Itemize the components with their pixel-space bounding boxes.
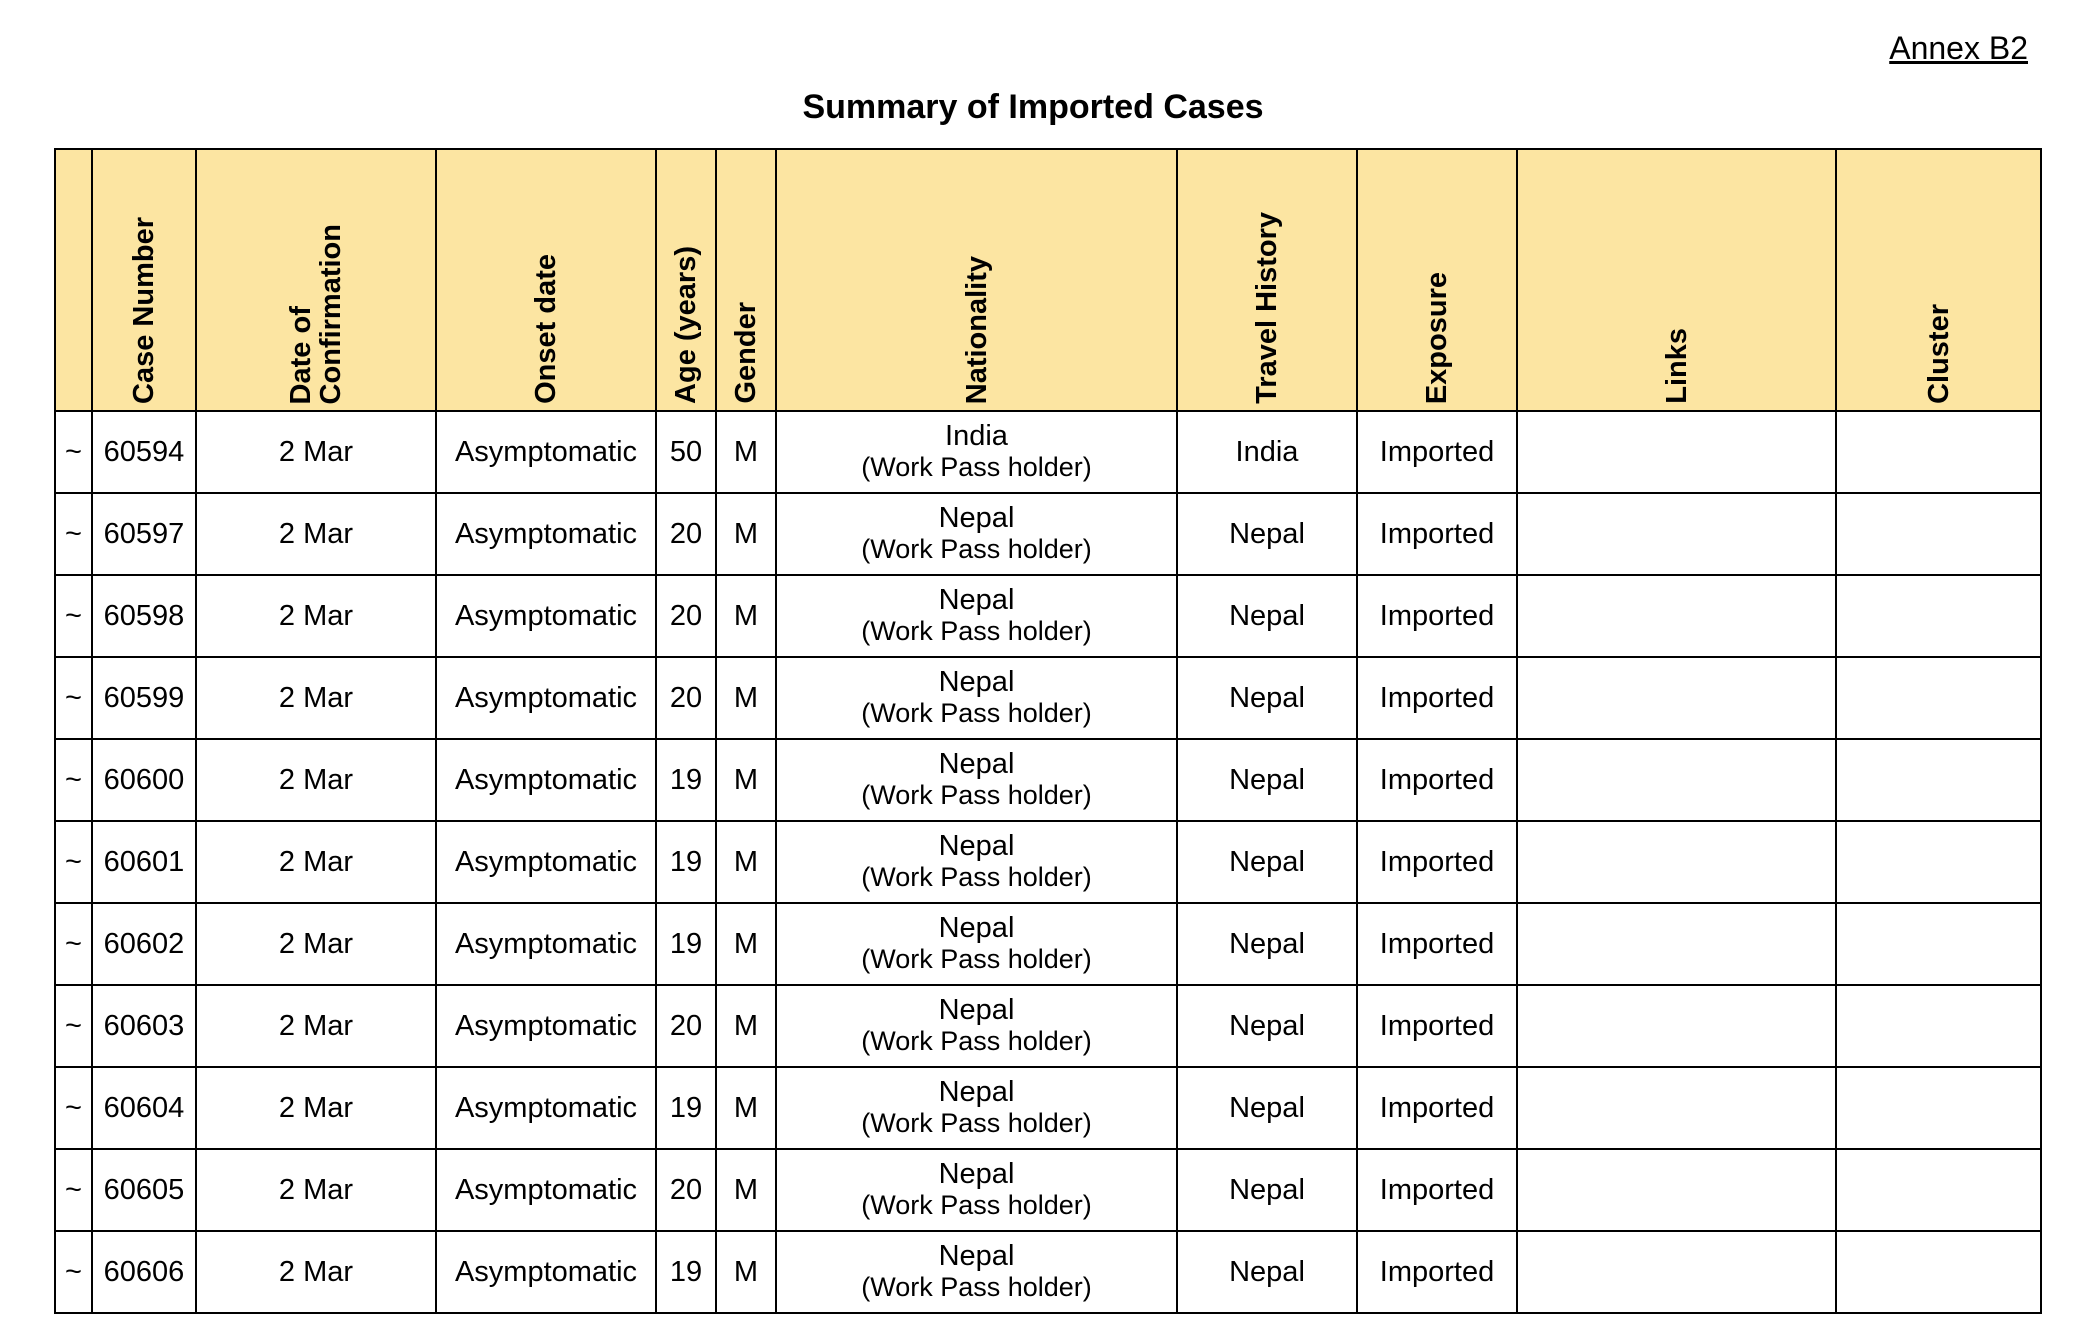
- exposure-cell: Imported: [1357, 493, 1517, 575]
- nationality-cell: [776, 739, 1177, 821]
- links-cell: [1517, 411, 1836, 493]
- age-cell: 50: [656, 411, 716, 493]
- nationality-value: Nepal: [938, 748, 1015, 780]
- onset-date-cell: Asymptomatic: [436, 739, 656, 821]
- travel-history-cell: Nepal: [1177, 1067, 1357, 1149]
- nationality-cell: [776, 1149, 1177, 1231]
- nationality-cell: [776, 493, 1177, 575]
- table-row: [55, 821, 2041, 903]
- nationality-value: Nepal: [938, 994, 1015, 1026]
- table-row: [55, 657, 2041, 739]
- exposure-cell: Imported: [1357, 657, 1517, 739]
- onset-date-cell: Asymptomatic: [436, 575, 656, 657]
- links-cell: [1517, 821, 1836, 903]
- gender-cell: M: [716, 821, 776, 903]
- table-body: [55, 411, 2041, 1313]
- age-cell: 19: [656, 1067, 716, 1149]
- date-of-confirmation-cell: 2 Mar: [196, 1149, 436, 1231]
- date-of-confirmation-cell: 2 Mar: [196, 1231, 436, 1313]
- nationality-value: Nepal: [938, 1240, 1015, 1272]
- gender-cell: M: [716, 739, 776, 821]
- nationality-value: Nepal: [938, 584, 1015, 616]
- case-number-cell: 60601: [92, 821, 196, 903]
- table-row: [55, 575, 2041, 657]
- gender-cell: M: [716, 657, 776, 739]
- pass-type-value: (Work Pass holder): [861, 1108, 1092, 1138]
- pass-type-value: (Work Pass holder): [861, 862, 1092, 892]
- marker-cell: ~: [55, 1067, 92, 1149]
- table-row: [55, 739, 2041, 821]
- marker-cell: ~: [55, 985, 92, 1067]
- nationality-value: Nepal: [938, 666, 1015, 698]
- table-row: [55, 1231, 2041, 1313]
- date-of-confirmation-cell: 2 Mar: [196, 493, 436, 575]
- marker-cell: ~: [55, 821, 92, 903]
- table-row: [55, 493, 2041, 575]
- links-cell: [1517, 1067, 1836, 1149]
- case-number-cell: 60606: [92, 1231, 196, 1313]
- pass-type-value: (Work Pass holder): [861, 698, 1092, 728]
- travel-history-cell: Nepal: [1177, 739, 1357, 821]
- case-number-cell: 60604: [92, 1067, 196, 1149]
- date-of-confirmation-cell: 2 Mar: [196, 1067, 436, 1149]
- date-of-confirmation-cell: 2 Mar: [196, 575, 436, 657]
- header-date-of-confirmation: [196, 149, 436, 411]
- cluster-cell: [1836, 575, 2041, 657]
- marker-cell: ~: [55, 903, 92, 985]
- date-of-confirmation-cell: 2 Mar: [196, 821, 436, 903]
- onset-date-cell: Asymptomatic: [436, 657, 656, 739]
- header-cluster: Cluster: [1836, 149, 2041, 411]
- header-nationality: Nationality: [776, 149, 1177, 411]
- case-number-cell: 60597: [92, 493, 196, 575]
- age-cell: 19: [656, 739, 716, 821]
- onset-date-cell: Asymptomatic: [436, 821, 656, 903]
- pass-type-value: (Work Pass holder): [861, 944, 1092, 974]
- nationality-cell: [776, 903, 1177, 985]
- gender-cell: M: [716, 493, 776, 575]
- date-of-confirmation-cell: 2 Mar: [196, 739, 436, 821]
- marker-cell: ~: [55, 657, 92, 739]
- gender-cell: M: [716, 1067, 776, 1149]
- links-cell: [1517, 903, 1836, 985]
- case-number-cell: 60594: [92, 411, 196, 493]
- case-number-cell: 60603: [92, 985, 196, 1067]
- header-exposure: Exposure: [1357, 149, 1517, 411]
- case-number-cell: 60602: [92, 903, 196, 985]
- marker-cell: ~: [55, 1231, 92, 1313]
- age-cell: 20: [656, 493, 716, 575]
- cluster-cell: [1836, 493, 2041, 575]
- onset-date-cell: Asymptomatic: [436, 1067, 656, 1149]
- links-cell: [1517, 1149, 1836, 1231]
- travel-history-cell: Nepal: [1177, 1231, 1357, 1313]
- age-cell: 20: [656, 657, 716, 739]
- links-cell: [1517, 657, 1836, 739]
- cluster-cell: [1836, 411, 2041, 493]
- header-marker-cell: [55, 149, 92, 411]
- exposure-cell: Imported: [1357, 739, 1517, 821]
- marker-cell: ~: [55, 493, 92, 575]
- date-of-confirmation-cell: 2 Mar: [196, 657, 436, 739]
- gender-cell: M: [716, 575, 776, 657]
- table-header-row: [55, 149, 2041, 411]
- table-row: [55, 1067, 2041, 1149]
- header-links: Links: [1517, 149, 1836, 411]
- pass-type-value: (Work Pass holder): [861, 616, 1092, 646]
- nationality-value: Nepal: [938, 1158, 1015, 1190]
- gender-cell: M: [716, 1231, 776, 1313]
- gender-cell: M: [716, 903, 776, 985]
- links-cell: [1517, 493, 1836, 575]
- nationality-cell: [776, 1231, 1177, 1313]
- age-cell: 19: [656, 1231, 716, 1313]
- case-number-cell: 60600: [92, 739, 196, 821]
- date-of-confirmation-cell: 2 Mar: [196, 411, 436, 493]
- pass-type-value: (Work Pass holder): [861, 1190, 1092, 1220]
- gender-cell: M: [716, 1149, 776, 1231]
- header-case-number: Case Number: [92, 149, 196, 411]
- marker-cell: ~: [55, 739, 92, 821]
- exposure-cell: Imported: [1357, 575, 1517, 657]
- onset-date-cell: Asymptomatic: [436, 985, 656, 1067]
- nationality-value: Nepal: [938, 1076, 1015, 1108]
- age-cell: 19: [656, 903, 716, 985]
- exposure-cell: Imported: [1357, 1067, 1517, 1149]
- travel-history-cell: Nepal: [1177, 1149, 1357, 1231]
- date-of-confirmation-cell: 2 Mar: [196, 985, 436, 1067]
- travel-history-cell: Nepal: [1177, 985, 1357, 1067]
- header-gender: Gender: [716, 149, 776, 411]
- table-row: [55, 1149, 2041, 1231]
- onset-date-cell: Asymptomatic: [436, 1149, 656, 1231]
- cluster-cell: [1836, 1149, 2041, 1231]
- header-date-of-confirmation-line-2: Confirmation: [315, 223, 347, 404]
- onset-date-cell: Asymptomatic: [436, 903, 656, 985]
- pass-type-value: (Work Pass holder): [861, 1026, 1092, 1056]
- travel-history-cell: India: [1177, 411, 1357, 493]
- travel-history-cell: Nepal: [1177, 657, 1357, 739]
- date-of-confirmation-cell: 2 Mar: [196, 903, 436, 985]
- exposure-cell: Imported: [1357, 411, 1517, 493]
- case-number-cell: 60598: [92, 575, 196, 657]
- marker-cell: ~: [55, 1149, 92, 1231]
- cluster-cell: [1836, 821, 2041, 903]
- marker-cell: ~: [55, 575, 92, 657]
- marker-cell: ~: [55, 411, 92, 493]
- exposure-cell: Imported: [1357, 985, 1517, 1067]
- links-cell: [1517, 985, 1836, 1067]
- gender-cell: M: [716, 411, 776, 493]
- exposure-cell: Imported: [1357, 903, 1517, 985]
- travel-history-cell: Nepal: [1177, 575, 1357, 657]
- travel-history-cell: Nepal: [1177, 493, 1357, 575]
- nationality-value: Nepal: [938, 502, 1015, 534]
- cluster-cell: [1836, 903, 2041, 985]
- age-cell: 20: [656, 1149, 716, 1231]
- links-cell: [1517, 575, 1836, 657]
- exposure-cell: Imported: [1357, 1231, 1517, 1313]
- nationality-cell: [776, 985, 1177, 1067]
- case-number-cell: 60599: [92, 657, 196, 739]
- annex-label: Annex B2: [1889, 30, 2028, 66]
- nationality-cell: [776, 575, 1177, 657]
- nationality-cell: [776, 411, 1177, 493]
- age-cell: 20: [656, 985, 716, 1067]
- nationality-cell: [776, 821, 1177, 903]
- nationality-value: Nepal: [938, 912, 1015, 944]
- onset-date-cell: Asymptomatic: [436, 1231, 656, 1313]
- exposure-cell: Imported: [1357, 821, 1517, 903]
- links-cell: [1517, 1231, 1836, 1313]
- pass-type-value: (Work Pass holder): [861, 452, 1092, 482]
- header-date-of-confirmation-line-1: Date of: [285, 305, 317, 404]
- pass-type-value: (Work Pass holder): [861, 1272, 1092, 1302]
- cluster-cell: [1836, 1231, 2041, 1313]
- gender-cell: M: [716, 985, 776, 1067]
- nationality-cell: [776, 657, 1177, 739]
- links-cell: [1517, 739, 1836, 821]
- nationality-value: India: [945, 420, 1008, 452]
- onset-date-cell: Asymptomatic: [436, 493, 656, 575]
- header-travel-history: Travel History: [1177, 149, 1357, 411]
- header-onset-date: Onset date: [436, 149, 656, 411]
- age-cell: 20: [656, 575, 716, 657]
- header-age: Age (years): [656, 149, 716, 411]
- nationality-cell: [776, 1067, 1177, 1149]
- onset-date-cell: Asymptomatic: [436, 411, 656, 493]
- nationality-value: Nepal: [938, 830, 1015, 862]
- imported-cases-table: [54, 148, 2042, 1314]
- pass-type-value: (Work Pass holder): [861, 534, 1092, 564]
- table-row: [55, 903, 2041, 985]
- table-row: [55, 411, 2041, 493]
- cluster-cell: [1836, 739, 2041, 821]
- case-number-cell: 60605: [92, 1149, 196, 1231]
- table-row: [55, 985, 2041, 1067]
- age-cell: 19: [656, 821, 716, 903]
- pass-type-value: (Work Pass holder): [861, 780, 1092, 810]
- travel-history-cell: Nepal: [1177, 821, 1357, 903]
- exposure-cell: Imported: [1357, 1149, 1517, 1231]
- cluster-cell: [1836, 1067, 2041, 1149]
- page-title: Summary of Imported Cases: [802, 88, 1264, 126]
- travel-history-cell: Nepal: [1177, 903, 1357, 985]
- cluster-cell: [1836, 985, 2041, 1067]
- cluster-cell: [1836, 657, 2041, 739]
